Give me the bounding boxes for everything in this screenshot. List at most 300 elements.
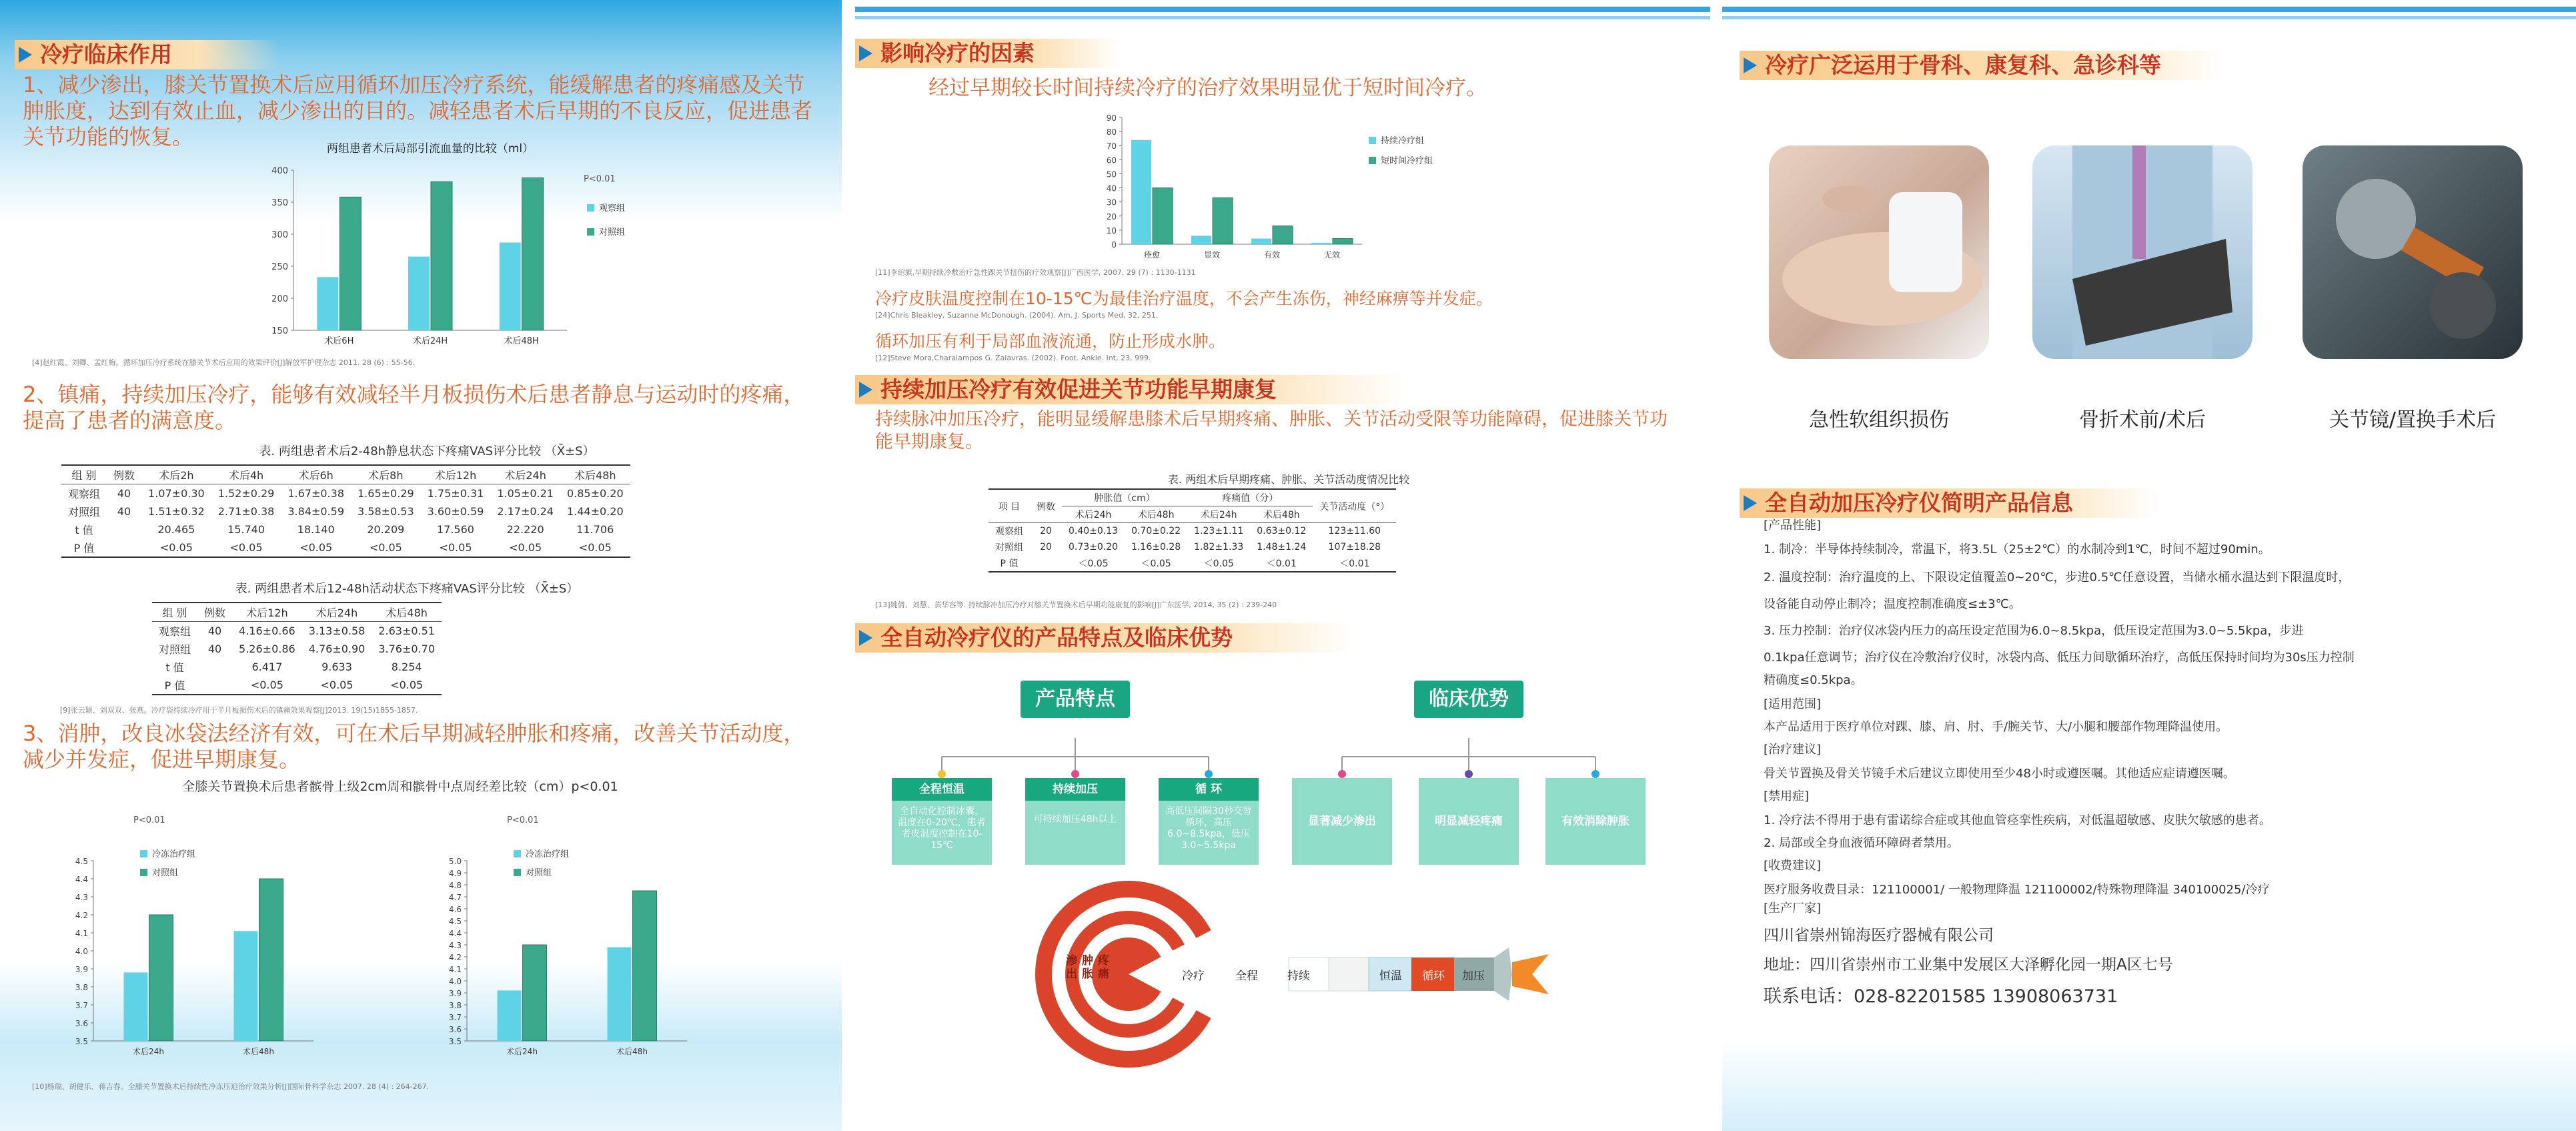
bar-control bbox=[340, 197, 361, 330]
y-tick-label: 4.7 bbox=[448, 893, 462, 902]
y-tick-label: 300 bbox=[271, 230, 288, 240]
info-perf-3c: 精确度≤0.5kpa。 bbox=[1764, 673, 1863, 687]
rocket-label-constant: 恒温 bbox=[1379, 970, 1402, 983]
table-cell: t 值 bbox=[75, 524, 93, 536]
table-row bbox=[152, 658, 442, 676]
reference-4: [4]赵红霞、刘卿、孟红梅。循环加压冷疗系统在膝关节术后应用的效果评价[J]解放军护理杂志 2011. 28 (6) : 55-56. bbox=[32, 358, 416, 367]
para-circulation: 循环加压有利于局部血液流通，防止形成水肿。 bbox=[875, 332, 1226, 351]
info-perf-2: 2. 温度控制：治疗温度的上、下限设定值覆盖0~20℃，步进0.5℃任意设置，当储水桶水温达到下限温度时， bbox=[1764, 571, 2351, 585]
y-tick-label: 400 bbox=[271, 166, 288, 176]
table-cell: ＜0.01 bbox=[1339, 558, 1370, 569]
x-tick-label: 术后24h bbox=[506, 1047, 538, 1056]
reference-10: [10]杨瑞、胡健乐、蒋吉春。全膝关节置换术后持续性冷冻压迫治疗效果分析[J]国际骨科学杂志 2007. 28 (4) : 264-267. bbox=[32, 1082, 430, 1091]
table-cell: 5.26±0.86 bbox=[239, 643, 295, 655]
feature-card-constant-temp: 全程恒温 全自动化控制冰囊，温度在0-20℃，患者者皮温度控制在10-15℃ bbox=[892, 778, 992, 865]
table-header-cell: 组 别 bbox=[61, 465, 107, 484]
para-reduce-swelling: 3、消肿，改良冰袋法经济有效，可在术后早期减轻肿胀和疼痛，改善关节活动度，减少并发症，促进早期康复。 bbox=[23, 721, 805, 772]
table-cell: 123±11.60 bbox=[1328, 526, 1381, 536]
table-cell: 2.63±0.51 bbox=[378, 625, 435, 637]
table-row bbox=[152, 640, 442, 658]
table-cell: <0.05 bbox=[229, 541, 263, 554]
caption-fracture: 骨折术前/术后 bbox=[2078, 408, 2206, 432]
table-cell: 40 bbox=[117, 487, 131, 500]
table-cell: 1.44±0.20 bbox=[566, 505, 624, 518]
info-phone: 联系电话：028-82201585 13908063731 bbox=[1764, 986, 2118, 1007]
y-tick-label: 3.5 bbox=[448, 1037, 462, 1046]
y-tick-label: 5.0 bbox=[448, 857, 462, 866]
legend-label: 对照组 bbox=[599, 228, 626, 238]
y-tick-label: 3.9 bbox=[448, 989, 462, 998]
y-tick-label: 250 bbox=[271, 262, 288, 272]
table-cell: <0.05 bbox=[578, 541, 612, 554]
table2-title: 表. 两组患者术后12-48h活动状态下疼痛VAS评分比较 （X̄±S） bbox=[235, 582, 579, 596]
p-value-note: P<0.01 bbox=[507, 815, 539, 825]
info-perf-3: 3. 压力控制：治疗仪冰袋内压力的高压设定范围为6.0~8.5kpa，低压设定范围为3.0~5.5kpa，步进 bbox=[1764, 624, 2304, 638]
y-tick-label: 350 bbox=[271, 198, 288, 208]
y-tick-label: 3.6 bbox=[75, 1019, 88, 1028]
para-reduce-exudate: 1、减少渗出，膝关节置换术后应用循环加压冷疗系统，能缓解患者的疼痛感及关节肿胀度，达到有效止血，减少渗出的目的。减轻患者术后早期的不良反应，促进患者关节功能的恢复。 bbox=[23, 72, 813, 149]
reference-12: [12]Steve Mora,Charalampos G. Zalavras. (2002). Foot. Ankle. Int, 23, 999. bbox=[875, 354, 1151, 362]
table-cell: 107±18.28 bbox=[1328, 542, 1381, 552]
triangle-bullet-icon bbox=[859, 45, 872, 61]
feature-card-pressure: 持续加压 可持续加压48h以上 bbox=[1025, 778, 1125, 865]
table-cell: 4.76±0.90 bbox=[308, 643, 366, 655]
caption-arthroscopy: 关节镜/置换手术后 bbox=[2329, 408, 2497, 432]
reference-11: [11]李绍旗,早期持续冷敷治疗急性踝关节扭伤的疗效观察[J]广西医学, 2007, 29 (7) : 1130-1131 bbox=[875, 268, 1196, 277]
table-header-cell: 术后48h bbox=[372, 603, 442, 622]
bar-observe bbox=[408, 257, 430, 330]
y-tick-label: 3.8 bbox=[75, 983, 88, 992]
rocket-label-pressure: 加压 bbox=[1462, 970, 1485, 983]
table-cell: 20.209 bbox=[367, 523, 405, 536]
panel-factors bbox=[855, 0, 1710, 1131]
surgery-icon bbox=[2303, 145, 2523, 359]
bar-control bbox=[1273, 226, 1293, 244]
section-heading-product-info: 全自动加压冷疗仪简明产品信息 bbox=[1740, 488, 2158, 518]
table-cell: 0.85±0.20 bbox=[566, 487, 624, 500]
bar-control bbox=[522, 178, 544, 330]
bar-observe bbox=[1191, 236, 1211, 244]
reference-13: [13]姚倩、刘慧、黄华容等. 持续脉冲加压冷疗对膝关节置换术后早期功能康复的影响[J]广东医学, 2014, 35 (2) : 239-240 bbox=[875, 601, 1277, 609]
table-cell: 对照组 bbox=[995, 542, 1023, 553]
bar-observe bbox=[1131, 140, 1151, 244]
y-tick-label: 4.0 bbox=[448, 977, 462, 986]
table-cell: 0.63±0.12 bbox=[1257, 526, 1307, 536]
triangle-bullet-icon bbox=[19, 47, 32, 63]
y-tick-label: 20 bbox=[1106, 212, 1117, 222]
table-cell: ＜0.05 bbox=[1203, 558, 1234, 569]
info-contra-1: 1. 冷疗法不得用于患有雷诺综合症或其他血管痉挛性疾病，对低温超敏感、皮肤欠敏感的患者。 bbox=[1764, 813, 2271, 827]
y-tick-label: 40 bbox=[1106, 183, 1117, 194]
table-header-cell: 术后48h bbox=[560, 465, 630, 484]
table-header-cell: 术后48h bbox=[1125, 506, 1187, 523]
table-cell: 1.52±0.29 bbox=[217, 487, 275, 500]
table-cell bbox=[1030, 555, 1062, 572]
y-tick-label: 4.5 bbox=[75, 857, 88, 866]
table-cell: 40 bbox=[207, 643, 222, 655]
table-cell: 0.70±0.22 bbox=[1131, 526, 1181, 536]
triangle-bullet-icon bbox=[1744, 495, 1757, 511]
table-cell: 3.76±0.70 bbox=[378, 643, 435, 655]
table-header-cell: 术后12h bbox=[232, 603, 302, 622]
y-tick-label: 3.7 bbox=[75, 1001, 88, 1010]
section-heading-rehab: 持续加压冷疗有效促进关节功能早期康复 bbox=[855, 375, 1407, 404]
table-header-cell: 肿胀值（cm） bbox=[1062, 489, 1187, 506]
x-tick-label: 术后48H bbox=[504, 336, 539, 346]
top-stripe-thin bbox=[1722, 16, 2576, 19]
info-perf-label: [产品性能] bbox=[1764, 518, 1822, 532]
table-header-cell: 例数 bbox=[197, 603, 232, 622]
bar-observe bbox=[608, 948, 632, 1041]
bar-observe bbox=[124, 972, 148, 1041]
y-tick-label: 70 bbox=[1106, 141, 1117, 151]
bar-control bbox=[259, 879, 283, 1041]
section-heading-factors: 影响冷疗的因素 bbox=[855, 39, 1121, 68]
reference-24: [24]Chris Bleakley, Suzanne McDonough. (2004). Am. J. Sports Med, 32, 251. bbox=[875, 311, 1159, 320]
table-rest-pain bbox=[61, 464, 630, 558]
x-tick-label: 术后48h bbox=[616, 1047, 648, 1056]
table-row bbox=[989, 539, 1396, 555]
table-cell: ＜0.05 bbox=[1141, 558, 1171, 569]
info-scope: 本产品适用于医疗单位对踝、膝、肩、肘、手/腕关节、大/小腿和腰部作物理降温使用。 bbox=[1764, 720, 2228, 734]
table-cell: 3.58±0.53 bbox=[358, 505, 414, 518]
bar-observe bbox=[500, 242, 521, 330]
table-header-cell: 术后24h bbox=[1187, 506, 1250, 523]
table-header-cell: 例数 bbox=[1030, 489, 1062, 523]
y-tick-label: 90 bbox=[1106, 113, 1117, 123]
top-stripe-thin bbox=[855, 16, 1710, 19]
triangle-bullet-icon bbox=[859, 630, 872, 646]
para-analgesia: 2、镇痛，持续加压冷疗，能够有效减轻半月板损伤术后患者静息与运动时的疼痛，提高了患者的满意度。 bbox=[23, 382, 805, 433]
table-header-row bbox=[61, 465, 630, 484]
y-tick-label: 30 bbox=[1106, 198, 1117, 208]
bar-control bbox=[1333, 239, 1353, 244]
bar-control bbox=[431, 181, 452, 330]
table-cell: 2.17±0.24 bbox=[497, 505, 554, 518]
bar-control bbox=[633, 891, 657, 1041]
table-early-rehab bbox=[989, 488, 1396, 573]
table-cell: 0.40±0.13 bbox=[1069, 526, 1119, 536]
info-contra-label: [禁用症] bbox=[1764, 789, 1810, 803]
table-activity-pain bbox=[152, 602, 442, 695]
y-tick-label: 4.1 bbox=[448, 965, 462, 974]
table-cell: 0.73±0.20 bbox=[1069, 542, 1119, 552]
y-tick-label: 0 bbox=[1111, 240, 1117, 250]
chart-knee-title: 全膝关节置换术后患者髌骨上级2cm周和髌骨中点周经差比较（cm）p<0.01 bbox=[182, 779, 618, 794]
para-skin-temp: 冷疗皮肤温度控制在10-15℃为最佳治疗温度，不会产生冻伤，神经麻痹等并发症。 bbox=[875, 289, 1493, 308]
x-tick-label: 术后6H bbox=[324, 336, 354, 346]
table-cell: 20 bbox=[1040, 526, 1052, 536]
table3-title: 表. 两组术后早期疼痛、肿胀、关节活动度情况比较 bbox=[1167, 473, 1410, 486]
photo-fracture bbox=[2032, 145, 2252, 359]
advantage-card-pain: 明显减轻疼痛 bbox=[1419, 778, 1519, 865]
advantage-card-exudate: 显著减少渗出 bbox=[1292, 778, 1392, 865]
table-header-cell: 术后24h bbox=[1062, 506, 1125, 523]
table-group-header-row bbox=[989, 489, 1396, 506]
info-advice-label: [治疗建议] bbox=[1764, 743, 1822, 757]
legend-label: 对照组 bbox=[152, 868, 179, 878]
info-maker-label: [生产厂家] bbox=[1764, 901, 1822, 915]
table-cell: 1.05±0.21 bbox=[497, 487, 554, 500]
y-tick-label: 4.2 bbox=[75, 911, 88, 920]
table-cell: <0.05 bbox=[509, 541, 542, 554]
y-tick-label: 3.5 bbox=[75, 1037, 88, 1046]
bar-control bbox=[1213, 198, 1233, 244]
info-perf-3b: 0.1kpa任意调节；治疗仪在冷敷治疗仪时，冰袋内高、低压力间歇循环治疗，高低压保持时间均为30s压力控制 bbox=[1764, 651, 2355, 665]
y-tick-label: 200 bbox=[271, 294, 288, 304]
info-advice: 骨关节置换及骨关节镜手术后建议立即使用至少48小时或遵医嘱。其他适应症请遵医嘱。 bbox=[1764, 767, 2235, 781]
table-cell bbox=[197, 658, 232, 676]
table-row bbox=[61, 520, 630, 538]
table-cell: 1.67±0.38 bbox=[287, 487, 344, 500]
table-cell: 40 bbox=[207, 625, 222, 637]
y-tick-label: 10 bbox=[1106, 226, 1117, 236]
table-cell: 2.71±0.38 bbox=[217, 505, 275, 518]
x-tick-label: 痊愈 bbox=[1143, 250, 1161, 260]
table-row bbox=[989, 523, 1396, 540]
legend-label: 观察组 bbox=[599, 204, 626, 214]
info-fee-label: [收费建议] bbox=[1764, 859, 1822, 873]
table-header-cell: 例数 bbox=[107, 465, 141, 484]
table-header-row bbox=[152, 603, 442, 622]
table-cell: 1.16±0.28 bbox=[1131, 542, 1181, 552]
legend-swatch bbox=[140, 850, 147, 857]
y-tick-label: 3.9 bbox=[75, 965, 88, 974]
info-contra-2: 2. 局部或全身血液循环障碍者禁用。 bbox=[1764, 836, 1959, 850]
section-heading-features: 全自动冷疗仪的产品特点及临床优势 bbox=[855, 623, 1354, 653]
table-header-cell: 术后8h bbox=[351, 465, 421, 484]
table-cell: 对照组 bbox=[68, 506, 101, 518]
bar-observe bbox=[317, 277, 338, 330]
info-scope-label: [适用范围] bbox=[1764, 697, 1822, 711]
y-tick-label: 4.5 bbox=[448, 917, 462, 926]
advantages-title-box: 临床优势 bbox=[1414, 681, 1523, 718]
info-perf-1: 1. 制冷：半导体持续制冷，常温下，将3.5L（25±2℃）的水制冷到1℃，时间不超过90min。 bbox=[1764, 542, 2271, 556]
table-cell: 9.633 bbox=[321, 661, 352, 673]
table-cell: 1.65±0.29 bbox=[358, 487, 414, 500]
table-cell: 1.07±0.30 bbox=[148, 487, 205, 500]
x-tick-label: 无效 bbox=[1323, 250, 1341, 260]
top-stripe bbox=[1722, 7, 2576, 12]
y-tick-label: 4.9 bbox=[448, 869, 462, 878]
table-cell: 8.254 bbox=[391, 661, 422, 673]
bottom-wash bbox=[1722, 1041, 2576, 1131]
table-cell: P 值 bbox=[73, 542, 95, 554]
legend-swatch bbox=[1369, 157, 1376, 164]
triangle-bullet-icon bbox=[859, 382, 872, 398]
table-cell: 18.140 bbox=[297, 523, 335, 536]
table-cell bbox=[107, 538, 141, 557]
table-cell: 6.417 bbox=[251, 661, 283, 673]
panel-clinical-effects bbox=[0, 0, 842, 1131]
table-cell: <0.05 bbox=[439, 541, 472, 554]
legend-label: 持续冷疗组 bbox=[1381, 136, 1425, 146]
legend-swatch bbox=[514, 850, 521, 857]
table-cell: 观察组 bbox=[995, 526, 1023, 537]
bar-control bbox=[523, 945, 547, 1041]
top-stripe bbox=[855, 7, 1710, 12]
y-tick-label: 150 bbox=[271, 326, 288, 336]
y-tick-label: 4.4 bbox=[448, 929, 462, 938]
triangle-bullet-icon bbox=[1744, 57, 1757, 73]
y-tick-label: 4.6 bbox=[448, 905, 462, 914]
table-header-cell: 术后24h bbox=[490, 465, 560, 484]
rocket-label-cold: 冷疗 bbox=[1182, 970, 1205, 983]
table-cell: 22.220 bbox=[506, 523, 544, 536]
info-perf-2b: 设备能自动停止制冷；温度控制准确度≤±3℃。 bbox=[1764, 597, 2021, 611]
y-tick-label: 4.4 bbox=[75, 875, 88, 884]
table-cell: <0.05 bbox=[369, 541, 402, 554]
bar-observe bbox=[1311, 243, 1331, 244]
y-tick-label: 80 bbox=[1106, 127, 1117, 137]
chart-patella-2cm bbox=[47, 804, 420, 1064]
section-heading-applications: 冷疗广泛运用于骨科、康复科、急诊科等 bbox=[1740, 51, 2225, 80]
legend-label: 冷冻治疗组 bbox=[526, 849, 570, 859]
table-row bbox=[989, 555, 1396, 572]
rocket-label-continuous: 持续 bbox=[1287, 970, 1310, 983]
table-cell: ＜0.01 bbox=[1266, 558, 1297, 569]
table-cell: 1.82±1.33 bbox=[1194, 542, 1244, 552]
chart-drainage-blood bbox=[200, 140, 707, 347]
table-cell: 15.740 bbox=[227, 523, 265, 536]
section-heading-clinical: 冷疗临床作用 bbox=[15, 40, 280, 69]
table-cell: t 值 bbox=[165, 661, 184, 674]
y-tick-label: 4.0 bbox=[75, 947, 88, 956]
table-cell: <0.05 bbox=[390, 679, 424, 691]
table-header-cell: 组 别 bbox=[152, 603, 197, 622]
table-cell: 3.60±0.59 bbox=[427, 505, 484, 518]
legend-swatch bbox=[514, 869, 521, 876]
table-row bbox=[61, 538, 630, 557]
table-cell: 40 bbox=[117, 505, 131, 518]
table-cell: 4.16±0.66 bbox=[239, 625, 295, 637]
info-maker: 四川省崇州锦海医疗器械有限公司 bbox=[1764, 927, 1994, 944]
legend-label: 对照组 bbox=[526, 868, 552, 878]
table-header-cell: 术后2h bbox=[141, 465, 211, 484]
target-label-swelling: 肿胀 bbox=[1082, 954, 1093, 981]
table-row bbox=[152, 676, 442, 695]
table-cell: <0.05 bbox=[299, 541, 333, 554]
panel-product-info bbox=[1722, 0, 2576, 1131]
y-tick-label: 4.1 bbox=[75, 929, 88, 938]
table-cell: 3.13±0.58 bbox=[308, 625, 366, 637]
x-tick-label: 术后24H bbox=[412, 336, 448, 346]
target-label-pain: 疼痛 bbox=[1098, 954, 1109, 981]
legend-label: 短时间冷疗组 bbox=[1381, 156, 1433, 166]
table-cell: 对照组 bbox=[159, 643, 191, 656]
table-cell: 17.560 bbox=[436, 523, 474, 536]
table-header-cell: 术后12h bbox=[421, 465, 491, 484]
table-cell: 1.51±0.32 bbox=[148, 505, 205, 518]
y-tick-label: 4.3 bbox=[448, 941, 462, 950]
reference-9: [9]张云颖、刘双双、张燕。冷疗袋持续冷疗用于半月板损伤术后的镇痛效果观察[J]2013. 19(15)1855-1857. bbox=[60, 706, 418, 715]
table-row bbox=[61, 502, 630, 520]
chart-treatment-effect bbox=[1095, 104, 1469, 264]
legend-swatch bbox=[587, 228, 594, 236]
bar-observe bbox=[498, 990, 522, 1041]
photo-arthroscopy bbox=[2303, 145, 2523, 359]
table-cell: P 值 bbox=[1000, 558, 1019, 569]
table-cell: 20.465 bbox=[157, 523, 195, 536]
table-cell: 1.75±0.31 bbox=[427, 487, 484, 500]
y-tick-label: 3.8 bbox=[448, 1001, 462, 1010]
advantage-card-swelling: 有效消除肿胀 bbox=[1545, 778, 1646, 865]
x-tick-label: 术后48h bbox=[243, 1047, 274, 1056]
x-tick-label: 术后24h bbox=[133, 1047, 164, 1056]
y-tick-label: 60 bbox=[1106, 155, 1117, 165]
bar-observe bbox=[1251, 239, 1271, 244]
y-tick-label: 3.6 bbox=[448, 1025, 462, 1034]
y-tick-label: 3.7 bbox=[448, 1013, 462, 1022]
table-cell: P 值 bbox=[164, 679, 185, 692]
p-value-note: P<0.01 bbox=[584, 174, 616, 184]
x-tick-label: 显效 bbox=[1203, 250, 1221, 260]
feature-card-cycle: 循 环 高低压间隔30秒交替循环，高压6.0~8.5kpa，低压3.0~5.5kpa bbox=[1159, 778, 1259, 865]
y-tick-label: 50 bbox=[1106, 169, 1117, 179]
legend-swatch bbox=[140, 869, 147, 876]
table-cell bbox=[197, 676, 232, 695]
foot-bandage-icon bbox=[1769, 145, 1989, 359]
table-cell: 观察组 bbox=[68, 488, 101, 500]
info-fee: 医疗服务收费目录：121100001/ 一般物理降温 121100002/特殊物理降温 340100025/冷疗 bbox=[1764, 883, 2270, 897]
arm-sling-icon bbox=[2032, 145, 2252, 359]
table-cell: 20 bbox=[1040, 542, 1052, 552]
y-tick-label: 4.8 bbox=[448, 881, 462, 890]
target-label-exudate: 渗出 bbox=[1066, 954, 1077, 981]
table-cell: <0.05 bbox=[159, 541, 193, 554]
bar-control bbox=[149, 915, 173, 1041]
table-cell: 1.48±1.24 bbox=[1257, 542, 1307, 552]
table-cell: <0.05 bbox=[320, 679, 354, 691]
table-cell bbox=[107, 520, 141, 538]
table-cell: 观察组 bbox=[159, 625, 191, 638]
table-cell: 3.84±0.59 bbox=[287, 505, 344, 518]
table-header-cell: 疼痛值（分） bbox=[1187, 489, 1313, 506]
features-title-box: 产品特点 bbox=[1021, 681, 1130, 718]
table-cell: 1.23±1.11 bbox=[1194, 526, 1244, 536]
feature-connectors bbox=[855, 707, 1710, 787]
table-cell: ＜0.05 bbox=[1078, 558, 1109, 569]
photo-soft-tissue bbox=[1769, 145, 1989, 359]
table-cell: <0.05 bbox=[250, 679, 283, 691]
bar-control bbox=[1153, 188, 1173, 244]
factors-subtitle: 经过早期较长时间持续冷疗的治疗效果明显优于短时间冷疗。 bbox=[928, 76, 1487, 100]
para-rehab: 持续脉冲加压冷疗，能明显缓解患膝术后早期疼痛、肿胀、关节活动受限等功能障碍，促进膝关节功能早期康复。 bbox=[875, 409, 1668, 452]
table-cell: 11.706 bbox=[576, 523, 614, 536]
table-header-cell: 术后4h bbox=[211, 465, 281, 484]
table-header-cell: 项 目 bbox=[989, 489, 1030, 523]
table-row bbox=[61, 484, 630, 503]
table1-title: 表. 两组患者术后2-48h静息状态下疼痛VAS评分比较 （X̄±S） bbox=[259, 444, 595, 458]
legend-label: 冷冻治疗组 bbox=[152, 849, 196, 859]
table-row bbox=[152, 622, 442, 641]
table-header-cell: 关节活动度（°） bbox=[1313, 489, 1396, 523]
chart-patella-mid bbox=[420, 804, 794, 1064]
table-header-cell: 术后24h bbox=[302, 603, 372, 622]
p-value-note: P<0.01 bbox=[133, 815, 165, 825]
table-header-cell: 术后6h bbox=[281, 465, 351, 484]
legend-swatch bbox=[1369, 137, 1376, 144]
y-tick-label: 4.3 bbox=[75, 893, 88, 902]
bar-observe bbox=[234, 931, 258, 1041]
y-tick-label: 4.2 bbox=[448, 953, 462, 962]
x-tick-label: 有效 bbox=[1263, 250, 1281, 260]
caption-soft-tissue: 急性软组织损伤 bbox=[1809, 408, 1949, 432]
legend-swatch bbox=[587, 204, 594, 212]
info-address: 地址：四川省崇州市工业集中发展区大泽孵化园一期A区七号 bbox=[1764, 956, 2173, 974]
table-header-cell: 术后48h bbox=[1250, 506, 1313, 523]
rocket-label-cycle: 循环 bbox=[1422, 970, 1445, 983]
